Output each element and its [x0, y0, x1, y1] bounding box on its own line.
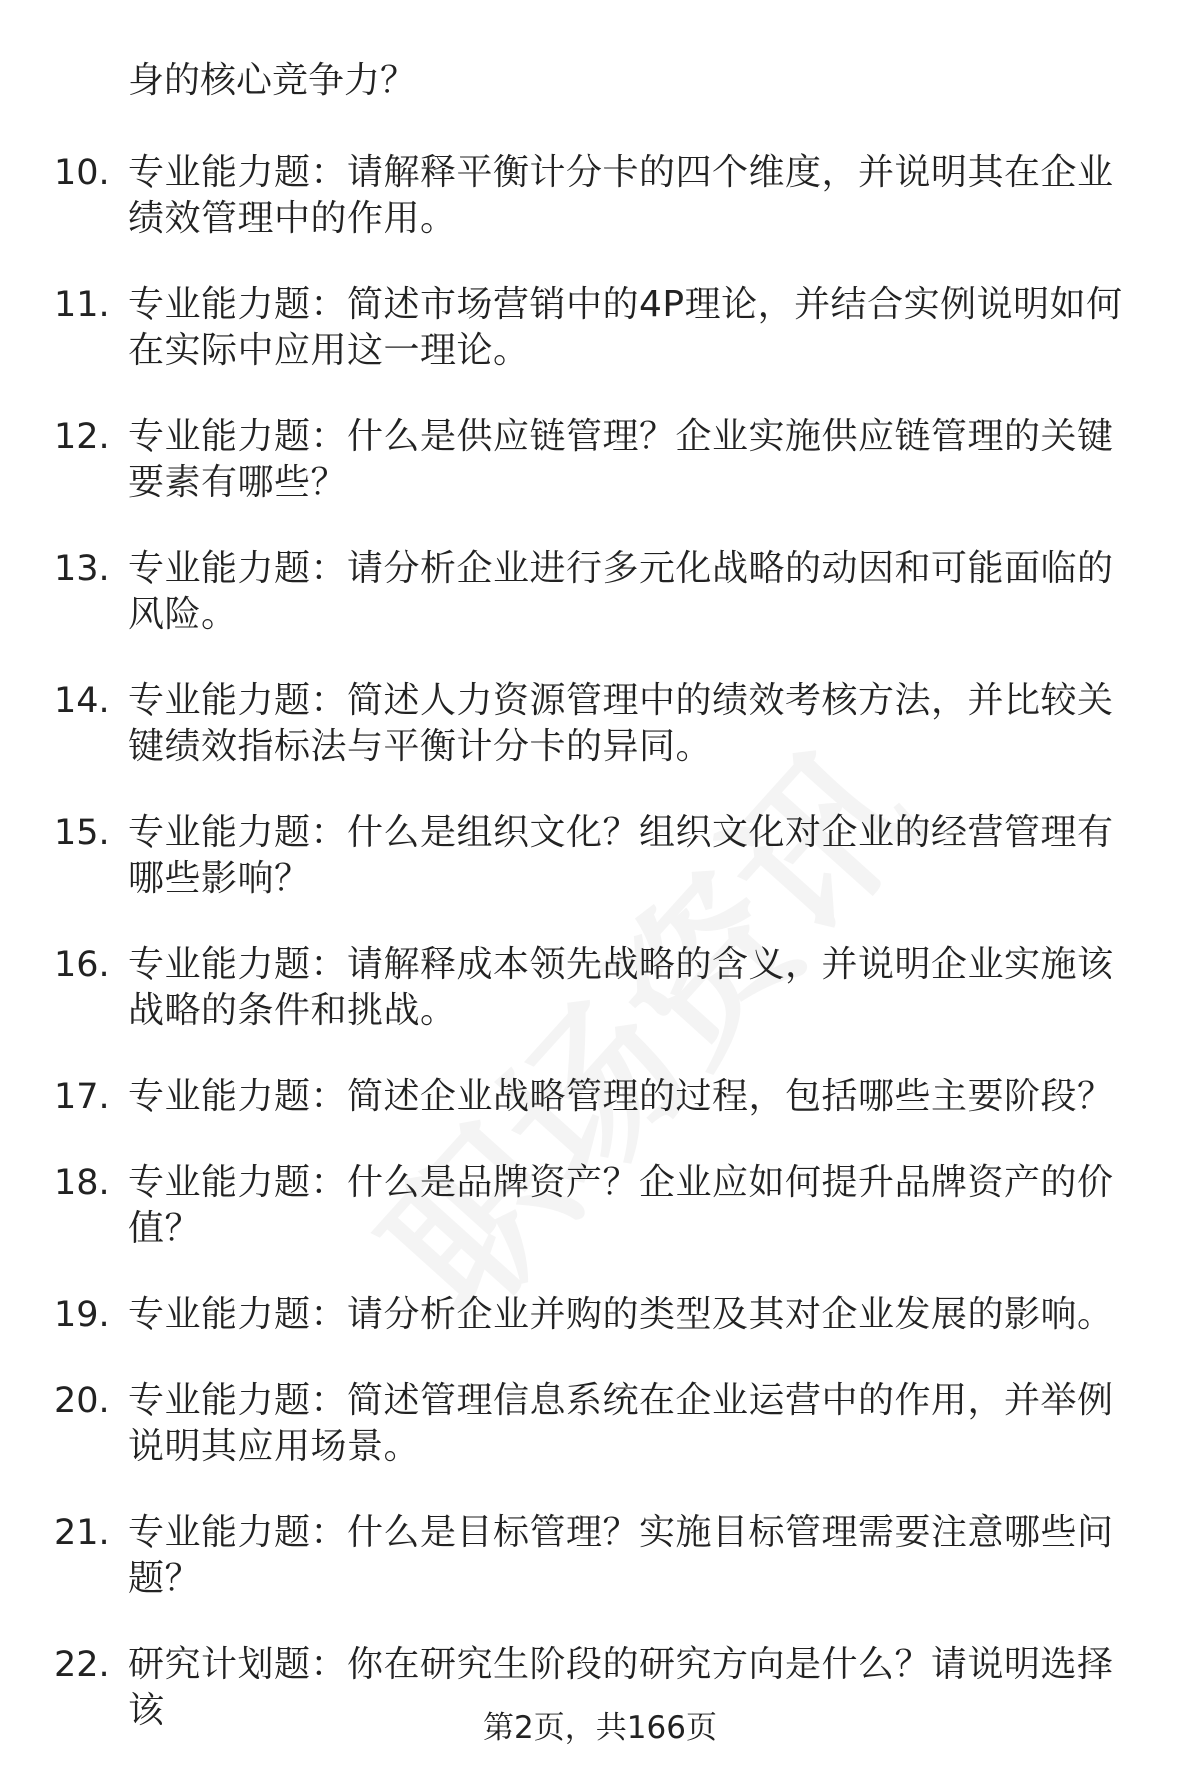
- list-item: [0, 1378, 1143, 1470]
- question-list: [0, 150, 1200, 1774]
- continued-question-text: 身的核心竞争力？: [128, 60, 417, 101]
- question-number: 15.: [54, 813, 110, 853]
- question-number: 17.: [54, 1077, 110, 1117]
- question-number: 21.: [54, 1513, 110, 1553]
- question-text: 专业能力题：什么是目标管理？实施目标管理需要注意哪些问题？: [128, 1512, 1114, 1599]
- question-number: 20.: [54, 1381, 110, 1421]
- question-number: 16.: [54, 945, 110, 985]
- question-text: 专业能力题：简述市场营销中的4P理论，并结合实例说明如何在实际中应用这一理论。: [128, 284, 1123, 371]
- question-text: 专业能力题：请解释成本领先战略的含义，并说明企业实施该战略的条件和挑战。: [128, 944, 1114, 1031]
- question-text: 专业能力题：简述企业战略管理的过程，包括哪些主要阶段？: [128, 1076, 1114, 1117]
- question-number: 10.: [54, 153, 110, 193]
- list-item: [0, 282, 1143, 374]
- question-text: 专业能力题：请分析企业并购的类型及其对企业发展的影响。: [128, 1294, 1114, 1335]
- question-number: 13.: [54, 549, 110, 589]
- question-number: 14.: [54, 681, 110, 721]
- list-item: [0, 150, 1143, 242]
- question-text: 专业能力题：什么是组织文化？组织文化对企业的经营管理有哪些影响？: [128, 812, 1114, 899]
- question-number: 11.: [54, 285, 110, 325]
- list-item: [0, 414, 1143, 506]
- question-text: 研究计划题：你在研究生阶段的研究方向是什么？请说明选择该: [128, 1644, 1114, 1731]
- list-item: [0, 1292, 1143, 1338]
- list-item: [0, 1160, 1143, 1252]
- question-number: 19.: [54, 1295, 110, 1335]
- question-text: 专业能力题：请解释平衡计分卡的四个维度，并说明其在企业绩效管理中的作用。: [128, 152, 1114, 239]
- question-text: 专业能力题：什么是品牌资产？企业应如何提升品牌资产的价值？: [128, 1162, 1114, 1249]
- question-text: 专业能力题：简述人力资源管理中的绩效考核方法，并比较关键绩效指标法与平衡计分卡的异同。: [128, 680, 1114, 767]
- list-item: [0, 810, 1143, 902]
- list-item: [0, 1510, 1143, 1602]
- question-number: 12.: [54, 417, 110, 457]
- question-text: 专业能力题：请分析企业进行多元化战略的动因和可能面临的风险。: [128, 548, 1114, 635]
- question-text: 专业能力题：简述管理信息系统在企业运营中的作用，并举例说明其应用场景。: [128, 1380, 1114, 1467]
- question-number: 22.: [54, 1645, 110, 1685]
- question-text: 专业能力题：什么是供应链管理？企业实施供应链管理的关键要素有哪些？: [128, 416, 1114, 503]
- list-item: [0, 678, 1143, 770]
- list-item: [0, 942, 1143, 1034]
- question-number: 18.: [54, 1163, 110, 1203]
- list-item: [0, 546, 1143, 638]
- list-item: [0, 1074, 1143, 1120]
- page-footer: 第2页，共166页: [483, 1710, 717, 1746]
